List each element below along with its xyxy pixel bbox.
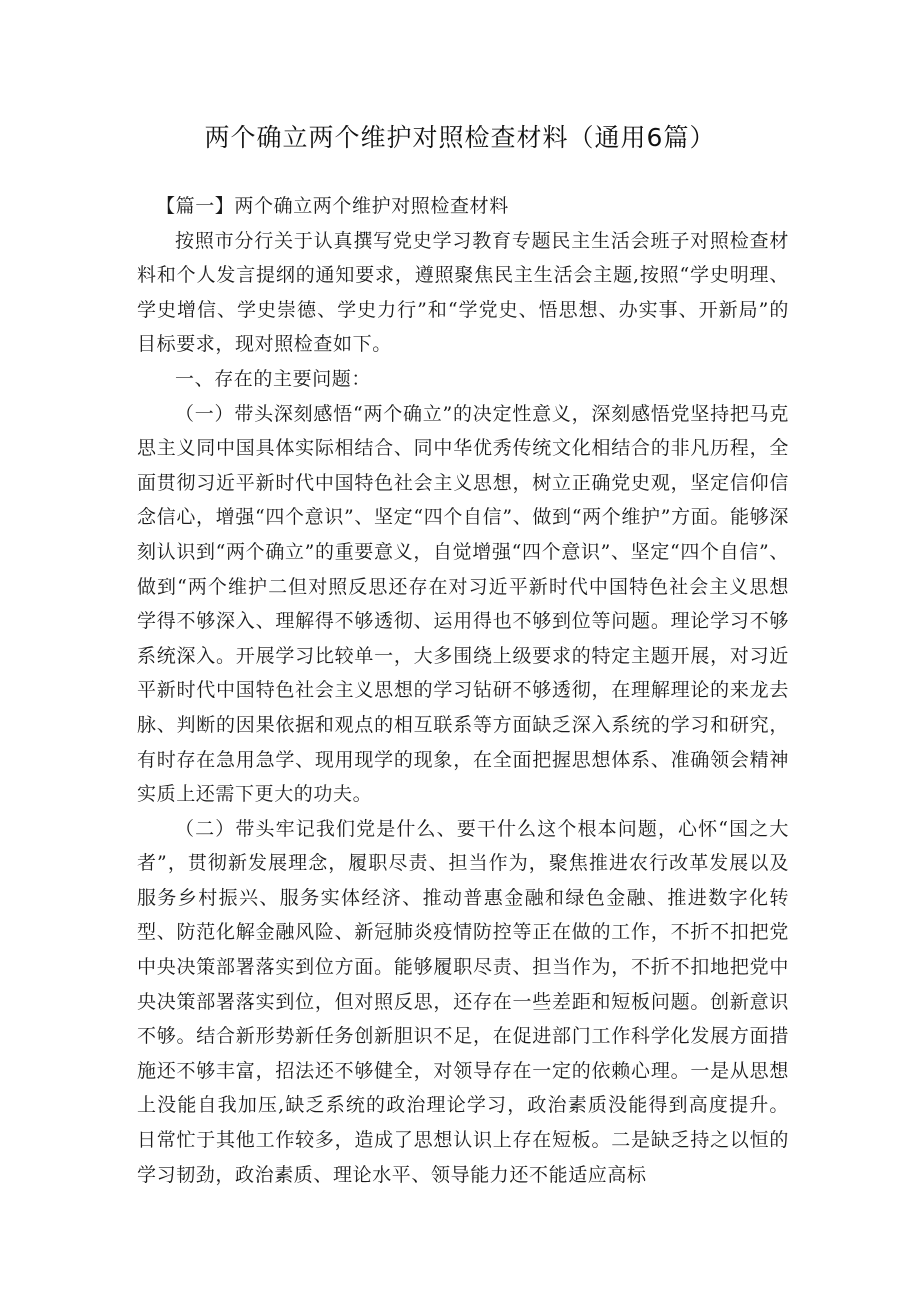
point-one-paragraph: （一）带头深刻感悟“两个确立”的决定性意义，深刻感悟党坚持把马克思主义同中国具体实际相结合、同中华优秀传统文化相结合的非凡历程，全面贯彻习近平新时代中国特色社会主义思想，树立正确党史观，坚定信仰信念信心，增强“四个意识”、坚定“四个自信”、做到“两个维护”方面。能够深刻认识到“两个确立”的重要意义，自觉增强“四个意识”、坚定“四个自信”、做到“两个维护二但对照反思还存在对习近平新时代中国特色社会主义思想学得不够深入、理解得不够透彻、运用得也不够到位等问题。理论学习不够系统深入。开展学习比较单一，大多围绕上级要求的特定主题开展，对习近平新时代中国特色社会主义思想的学习钻研不够透彻，在理解理论的来龙去脉、判断的因果依据和观点的相互联系等方面缺乏深入系统的学习和研究，有时存在急用急学、现用现学的现象，在全面把握思想体系、准确领会精神实质上还需下更大的功夫。 <box>137 402 789 806</box>
document-body <box>137 189 789 1192</box>
section-heading: 【篇一】两个确立两个维护对照检查材料 <box>156 195 509 217</box>
point-two-paragraph: （二）带头牢记我们党是什么、要干什么这个根本问题，心怀“国之大者”，贯彻新发展理念，履职尽责、担当作为，聚焦推进农行改革发展以及服务乡村振兴、服务实体经济、推动普惠金融和绿色金融、推进数字化转型、防范化解金融风险、新冠肺炎疫情防控等正在做的工作，不折不扣把党中央决策部署落实到位方面。能够履职尽责、担当作为，不折不扣地把党中央决策部署落实到位，但对照反思，还存在一些差距和短板问题。创新意识不够。结合新形势新任务创新胆识不足，在促进部门工作科学化发展方面措施还不够丰富，招法还不够健全，对领导存在一定的依赖心理。一是从思想上没能自我加压,缺乏系统的政治理论学习，政治素质没能得到高度提升。日常忙于其他工作较多，造成了思想认识上存在短板。二是缺乏持之以恒的学习韧劲，政治素质、理论水平、领导能力还不能适应高标 <box>137 817 789 1186</box>
intro-paragraph: 按照市分行关于认真撰写党史学习教育专题民主生活会班子对照检查材料和个人发言提纲的通知要求，遵照聚焦民主生活会主题,按照“学史明理、学史增信、学史崇德、学史力行”和“学党史、悟思想、办实事、开新局”的目标要求，现对照检查如下。 <box>137 229 789 356</box>
problems-heading: 一、存在的主要问题： <box>175 367 372 390</box>
document-title: 两个确立两个维护对照检查材料（通用6篇） <box>204 123 716 152</box>
